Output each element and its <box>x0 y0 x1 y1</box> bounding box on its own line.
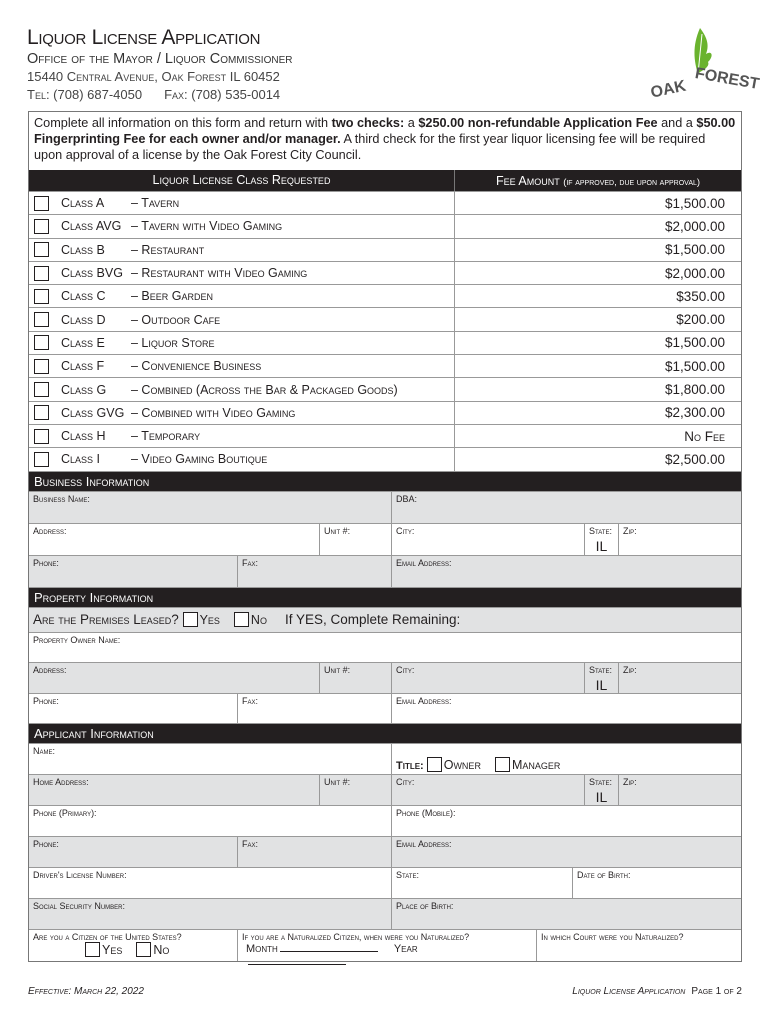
city-field[interactable]: City: <box>391 663 584 693</box>
class-name: Class BVG <box>61 266 123 281</box>
state-field[interactable]: State: IL <box>584 524 618 555</box>
class-row <box>29 447 741 470</box>
class-fee: $1,500.00 <box>664 335 725 351</box>
court-field[interactable]: In which Court were you Naturalized? <box>536 930 741 961</box>
leased-yes-checkbox[interactable]: Yes <box>183 612 220 627</box>
form-row <box>29 836 741 867</box>
class-row <box>29 331 741 354</box>
class-checkbox[interactable] <box>34 335 49 350</box>
leased-row <box>29 607 741 632</box>
phone-primary-field[interactable]: Phone (Primary): <box>33 808 97 819</box>
class-fee: No Fee <box>684 428 725 444</box>
phone-field[interactable]: Phone: <box>33 839 59 850</box>
form-row <box>29 898 741 929</box>
zip-field[interactable]: Zip: <box>618 663 741 693</box>
business-section <box>29 491 741 587</box>
city-field[interactable]: City: <box>391 524 584 555</box>
instructions: Complete all information on this form and return with two checks: a $250.00 non-refundable Application Fee and a $50.00 Fingerprinting Fee for each owner and/or manager. A third check for the first year liquor licensing fee will be required upon approval of a license by the Oak Forest City Council. <box>34 116 736 162</box>
unit-field[interactable]: Unit #: <box>319 663 391 693</box>
fee-column-header: Fee Amount (if approved, due upon approval) <box>495 173 701 188</box>
class-name: Class D <box>61 312 106 327</box>
form-row <box>29 491 741 523</box>
class-name: Class I <box>61 452 100 467</box>
class-checkbox[interactable] <box>34 312 49 327</box>
class-checkbox[interactable] <box>34 382 49 397</box>
class-column-header: Liquor License Class Requested <box>29 170 455 191</box>
class-row <box>29 214 741 237</box>
page-footer: Liquor License Application Page 1 of 2 <box>572 986 742 997</box>
class-description: – Video Gaming Boutique <box>131 452 268 467</box>
class-row <box>29 424 741 447</box>
phone-mobile-field[interactable]: Phone (Mobile): <box>391 806 741 836</box>
class-checkbox[interactable] <box>34 452 49 467</box>
citizen-no-checkbox[interactable]: No <box>136 942 169 957</box>
effective-date: Effective: March 22, 2022 <box>28 986 144 997</box>
email-address-field[interactable]: Email Address: <box>391 556 741 587</box>
phone-field[interactable]: Phone: <box>33 695 59 706</box>
fax-field[interactable]: Fax: <box>237 694 391 724</box>
form-row <box>29 662 741 693</box>
class-name: Class A <box>61 196 105 211</box>
citizen-yes-checkbox[interactable]: Yes <box>85 942 122 957</box>
class-fee: $1,500.00 <box>664 242 725 258</box>
office-name: Office of the Mayor / Liquor Commissioner <box>27 51 293 67</box>
svg-text:FOREST: FOREST <box>693 65 761 94</box>
class-description: – Restaurant with Video Gaming <box>131 266 308 281</box>
class-fee: $200.00 <box>676 312 725 328</box>
class-name: Class F <box>61 359 105 374</box>
applicant-section <box>29 774 741 929</box>
leased-question: Are the Premises Leased? <box>33 612 179 628</box>
class-description: – Liquor Store <box>131 335 215 350</box>
year-input[interactable] <box>248 955 346 965</box>
class-row <box>29 191 741 214</box>
social-security-number-field[interactable]: Social Security Number: <box>33 901 126 912</box>
driver-s-license-number-field[interactable]: Driver's License Number: <box>33 870 127 881</box>
property-owner-name-field[interactable]: Property Owner Name: <box>33 634 121 645</box>
state-field[interactable]: State: <box>391 868 572 898</box>
title-field: Title: Owner Manager <box>391 744 741 774</box>
leased-note: If YES, Complete Remaining: <box>284 612 461 628</box>
month-input[interactable] <box>280 942 378 952</box>
address-field[interactable]: Address: <box>33 665 67 676</box>
form-row <box>29 523 741 555</box>
leased-no-checkbox[interactable]: No <box>234 612 267 627</box>
class-description: – Restaurant <box>131 242 205 257</box>
class-checkbox[interactable] <box>34 359 49 374</box>
naturalized-field: If you are a Naturalized Citizen, when were you Naturalized? Month Year <box>237 930 536 961</box>
class-row <box>29 261 741 284</box>
page-title: Liquor License Application <box>27 26 261 49</box>
owner-checkbox[interactable]: Owner <box>427 757 481 772</box>
svg-text:OAK: OAK <box>649 77 688 102</box>
class-description: – Tavern with Video Gaming <box>131 219 283 234</box>
zip-field[interactable]: Zip: <box>618 775 741 805</box>
class-checkbox[interactable] <box>34 405 49 420</box>
class-checkbox[interactable] <box>34 219 49 234</box>
form-row <box>29 805 741 836</box>
address-field[interactable]: Address: <box>33 525 67 536</box>
property-section <box>29 632 741 724</box>
class-name: Class AVG <box>61 219 122 234</box>
class-description: – Combined with Video Gaming <box>131 405 296 420</box>
class-fee: $2,300.00 <box>664 405 725 421</box>
application-form <box>28 111 742 962</box>
email-address-field[interactable]: Email Address: <box>391 837 741 867</box>
manager-checkbox[interactable]: Manager <box>495 757 560 772</box>
class-fee: $1,500.00 <box>664 358 725 374</box>
form-row <box>29 774 741 805</box>
class-description: – Beer Garden <box>131 289 213 304</box>
class-name: Class B <box>61 242 105 257</box>
city-field[interactable]: City: <box>391 775 584 805</box>
form-row <box>29 555 741 587</box>
class-row <box>29 354 741 377</box>
class-row <box>29 307 741 330</box>
class-row <box>29 284 741 307</box>
class-name: Class H <box>61 429 106 444</box>
unit-field[interactable]: Unit #: <box>319 775 391 805</box>
citizen-row <box>29 929 741 961</box>
class-fee: $2,500.00 <box>664 451 725 467</box>
class-fee: $1,800.00 <box>664 382 725 398</box>
form-row <box>29 867 741 898</box>
home-address-field[interactable]: Home Address: <box>33 777 89 788</box>
class-description: – Combined (Across the Bar & Packaged Goods) <box>131 382 398 397</box>
class-name: Class C <box>61 289 106 304</box>
applicant-section-header: Applicant Information <box>29 723 741 743</box>
fax-field[interactable]: Fax: <box>237 556 391 587</box>
date-of-birth-field[interactable]: Date of Birth: <box>572 868 741 898</box>
zip-field[interactable]: Zip: <box>618 524 741 555</box>
class-checkbox[interactable] <box>34 289 49 304</box>
telephone: Tel: (708) 687-4050 <box>27 87 143 102</box>
class-checkbox[interactable] <box>34 266 49 281</box>
class-checkbox[interactable] <box>34 242 49 257</box>
class-list <box>29 191 741 471</box>
class-row <box>29 238 741 261</box>
oak-forest-logo <box>648 26 761 102</box>
state-field[interactable]: State: IL <box>584 775 618 805</box>
class-fee: $1,500.00 <box>664 195 725 211</box>
citizen-field: Are you a Citizen of the United States? Yes No <box>33 932 182 957</box>
business-name-field[interactable]: Business Name: <box>33 493 90 504</box>
office-contact <box>27 87 302 102</box>
class-description: – Tavern <box>131 196 180 211</box>
unit-field[interactable]: Unit #: <box>319 524 391 555</box>
class-checkbox[interactable] <box>34 196 49 211</box>
name-field[interactable]: Name: <box>33 746 56 757</box>
class-name: Class GVG <box>61 405 125 420</box>
place-of-birth-field[interactable]: Place of Birth: <box>391 899 741 929</box>
state-field[interactable]: State: IL <box>584 663 618 693</box>
email-address-field[interactable]: Email Address: <box>391 694 741 724</box>
name-row <box>29 743 741 774</box>
form-row <box>29 632 741 663</box>
class-description: – Convenience Business <box>131 359 262 374</box>
fax-field[interactable]: Fax: <box>237 837 391 867</box>
class-table-header <box>29 170 741 191</box>
class-description: – Outdoor Cafe <box>131 312 221 327</box>
office-address: 15440 Central Avenue, Oak Forest IL 60452 <box>27 69 280 84</box>
class-fee: $2,000.00 <box>664 218 725 234</box>
form-row <box>29 693 741 724</box>
class-name: Class G <box>61 382 107 397</box>
class-fee: $350.00 <box>676 288 725 304</box>
fax: Fax: (708) 535-0014 <box>164 87 281 102</box>
class-row <box>29 377 741 400</box>
business-section-header: Business Information <box>29 471 741 491</box>
dba-field[interactable]: DBA: <box>391 492 741 523</box>
class-description: – Temporary <box>131 429 201 444</box>
property-section-header: Property Information <box>29 587 741 607</box>
class-name: Class E <box>61 335 105 350</box>
phone-field[interactable]: Phone: <box>33 557 59 568</box>
class-row <box>29 401 741 424</box>
class-fee: $2,000.00 <box>664 265 725 281</box>
class-checkbox[interactable] <box>34 429 49 444</box>
